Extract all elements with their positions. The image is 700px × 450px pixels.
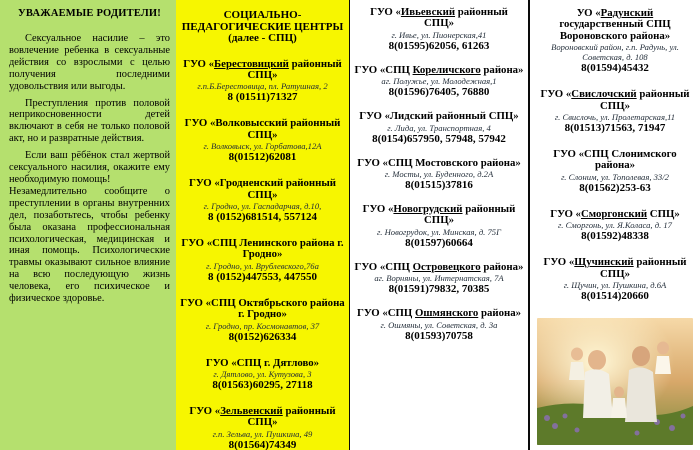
center-name-text: районный СПЦ» [600, 88, 690, 112]
center-phone: 8(01564)74349 [228, 438, 297, 450]
center-phone: 8 (0152)447553, 447550 [207, 270, 318, 283]
center-phone: 8(0152)626334 [228, 330, 297, 343]
center-name-underlined: Ивьевский [400, 6, 456, 18]
center-name-text: районный СПЦ» [424, 6, 508, 30]
center-name [534, 209, 696, 220]
center-phone: 8(01515)37816 [405, 179, 473, 192]
center-name-underlined: Радунский [600, 7, 654, 19]
center-phone: 8(01596)76405, 76880 [388, 86, 490, 99]
centers-column-1 [176, 0, 349, 450]
center-entry [180, 238, 345, 283]
center-address: г. Ошмяны, ул. Советская, д. 3а [380, 319, 498, 330]
center-name-text: ГУО « [540, 88, 572, 101]
center-phone: 8(01512)62081 [228, 151, 297, 164]
info-column [0, 0, 176, 450]
center-name-text: ГУО «Волковысский районный СПЦ» [184, 117, 341, 141]
center-name-text: ГУО « [362, 203, 394, 216]
center-address: аг. Полужье, ул. Молодежная,1 [381, 76, 497, 87]
center-name-text: района» [480, 260, 524, 273]
center-name [354, 204, 524, 227]
center-phone: 8 (01511)71327 [227, 91, 298, 104]
center-phone: 8(01514)20660 [581, 290, 649, 303]
paragraph-report: Незамедлительно сообщите о преступлении в органы внутренних дел, позаботьтесь, чтобы ребенку была оказана профессиональная психологическая, медицинская и иная помощь. Психологические травмы оказывают сильное влияние на всю последующую жизнь человека, его психическое и физическое здоровье. [9, 185, 170, 305]
center-address: г. Новогрудок, ул. Минская, д. 75Г [377, 226, 501, 237]
center-name-text: района» [478, 307, 522, 320]
center-name [180, 118, 345, 141]
center-name [180, 298, 345, 321]
center-phone: 8(01513)71563, 71947 [564, 122, 666, 135]
center-name-text: УО « [576, 7, 601, 19]
center-name-text: ГУО « [370, 6, 401, 18]
center-entry [534, 89, 696, 134]
center-name [354, 7, 524, 30]
family-photo-image [537, 318, 693, 445]
center-address: г. Слоним, ул. Тополевая, 33/2 [561, 171, 669, 182]
center-name-text: ГУО «СПЦ [356, 307, 416, 320]
center-name [354, 262, 524, 273]
center-name [180, 406, 345, 429]
center-phone: 8(01591)79832, 70385 [388, 283, 490, 296]
center-name [534, 8, 696, 42]
center-entry [354, 65, 524, 98]
center-address: г. Мосты, ул. Буденного, д.2А [384, 169, 494, 180]
center-address: г. Щучин, ул. Пушкина, д.6А [563, 280, 667, 291]
center-name-text: ГУО «СПЦ Ленинского района г. Гродно» [181, 236, 344, 261]
center-name [180, 178, 345, 201]
center-name-text: ГУО «СПЦ Октябрьского района г. Гродно» [180, 296, 345, 321]
center-entry [534, 149, 696, 194]
center-entry [180, 298, 345, 343]
center-name-text: ГУО «СПЦ Мостовского района» [357, 156, 521, 169]
center-entry [354, 308, 524, 341]
center-address: г. Гродно, пр. Космонавтов, 37 [205, 320, 320, 331]
center-phone: 8(0154)657950, 57948, 57942 [372, 132, 506, 145]
center-address: аг. Ворняны, ул. Интернатская, 7А [374, 273, 504, 284]
center-name [180, 358, 345, 369]
center-phone: 8(01563)60295, 27118 [212, 378, 313, 391]
center-address: г.п. Зельва, ул. Пушкина, 49 [212, 428, 313, 439]
center-entry [354, 158, 524, 191]
center-entry [534, 209, 696, 242]
center-name [180, 59, 345, 82]
centers-list-1 [180, 59, 345, 450]
center-name-underlined: Свислочский [571, 88, 637, 101]
center-phone: 8(01592)48338 [581, 230, 649, 243]
center-name-underlined: Новогрудский [393, 203, 463, 216]
center-name [354, 308, 524, 319]
center-address: г. Сморгонь, ул. Я.Коласа, д. 17 [558, 220, 672, 231]
center-entry [534, 257, 696, 302]
center-entry [534, 8, 696, 74]
center-entry [180, 406, 345, 450]
center-phone: 8(01597)60664 [405, 236, 473, 249]
center-name-text: ГУО « [189, 404, 221, 417]
center-name-text: районный СПЦ» [247, 57, 342, 81]
center-name-underlined: Щучинский [574, 256, 634, 269]
center-entry [354, 204, 524, 249]
paragraph-help: Если ваш рёбёнок стал жертвой сексуального насилия, окажите ему необходимую помощь! [9, 150, 170, 185]
center-entry [354, 262, 524, 295]
center-name-underlined: Ошмянского [415, 307, 479, 320]
center-name-text: ГУО «Лидский районный СПЦ» [359, 110, 519, 123]
center-phone: 8(01593)70758 [405, 329, 473, 342]
center-name-text: государственный СПЦ Вороновского района» [559, 18, 671, 42]
center-entry [354, 111, 524, 144]
centers-list-2 [354, 7, 524, 342]
center-phone: 8 (0152)681514, 557124 [207, 210, 318, 223]
center-address: г.п.Б.Берестовица, пл. Ратушная, 2 [197, 81, 328, 92]
center-address: г. Свислочь, ул. Пролетарская,11 [554, 112, 676, 123]
center-address: г. Гродно, ул. Гаспадарчая, д.10, [203, 200, 322, 211]
center-entry [180, 118, 345, 163]
center-name-text: СПЦ» [647, 207, 680, 220]
center-entry [354, 7, 524, 52]
center-name-text: ГУО « [543, 256, 575, 269]
center-name [354, 158, 524, 169]
center-name [180, 238, 345, 261]
paragraph-crimes: Преступления против половой неприкосновенности детей включают в себя не только половой акт, но и развратные действия. [9, 97, 170, 145]
center-name-underlined: Островецкого [412, 260, 481, 273]
center-name-text: ГУО «СПЦ г. Дятлово» [205, 356, 320, 369]
center-phone: 8(01595)62056, 61263 [388, 39, 490, 52]
center-name-underlined: Сморгонский [580, 207, 648, 220]
center-entry [180, 178, 345, 223]
center-address: г. Гродно, ул. Врублевского,76а [206, 260, 319, 271]
center-name [534, 89, 696, 112]
center-name-text: районный СПЦ» [247, 404, 336, 429]
center-name-text: ГУО «СПЦ Слонимского района» [553, 148, 677, 172]
center-name [534, 149, 696, 172]
center-address: г. Дятлово, ул. Кутузова, 3 [213, 368, 312, 379]
center-phone: 8(01562)253-63 [579, 181, 651, 194]
centers-list-3 [534, 8, 696, 302]
centers-column-2 [350, 0, 528, 450]
paragraph-definition: Сексуальное насилие – это вовлечение ребенка в сексуальные действия со взрослыми с целью получения последними удовольствия или выгоды. [9, 33, 170, 92]
parents-heading: УВАЖАЕМЫЕ РОДИТЕЛИ! [18, 8, 161, 19]
center-name-text: ГУО « [183, 57, 215, 70]
center-name [534, 257, 696, 280]
center-address: Вороновский район, г.п. Радунь, ул. Советская, д. 108 [551, 42, 679, 63]
center-address: г. Лида, ул. Транспортная, 4 [387, 122, 491, 133]
center-name-text: районный СПЦ» [600, 256, 687, 280]
center-entry [180, 59, 345, 104]
center-name-underlined: Зельвенский [220, 404, 283, 417]
center-name-underlined: Берестовицкий [214, 57, 289, 70]
center-address: г. Волковыск, ул. Горбатова,12А [203, 141, 322, 152]
center-name-underlined: Кореличского [412, 63, 481, 76]
center-entry [180, 358, 345, 391]
center-name [354, 111, 524, 122]
center-phone: 8(01594)45432 [581, 62, 649, 75]
center-name-text: районный СПЦ» [424, 203, 516, 227]
center-address: г. Ивье, ул. Пионерская,41 [391, 29, 487, 40]
center-name [354, 65, 524, 76]
center-name-text: ГУО « [550, 207, 581, 220]
centers-title: СОЦИАЛЬНО-ПЕДАГОГИЧЕСКИЕ ЦЕНТРЫ (далее - СПЦ) [181, 9, 344, 44]
family-photo [537, 318, 693, 445]
center-name-text: ГУО «Гродненский районный СПЦ» [189, 177, 336, 201]
center-name-text: ГУО «СПЦ [354, 63, 413, 76]
center-name-text: района» [480, 63, 524, 76]
center-name-text: ГУО «СПЦ [354, 260, 413, 273]
